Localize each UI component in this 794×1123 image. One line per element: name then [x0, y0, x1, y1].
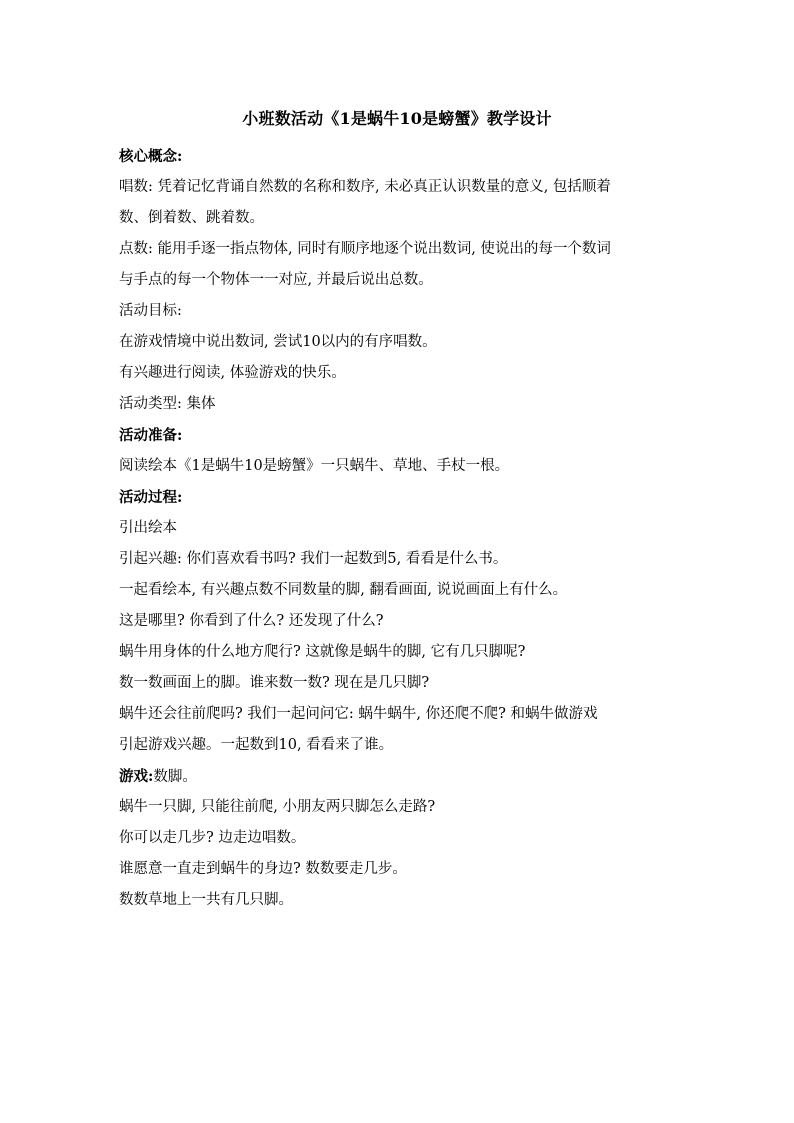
- paragraph-line: 你可以走几步? 边走边唱数。: [119, 830, 306, 846]
- paragraph-line: 这是哪里? 你看到了什么? 还发现了什么?: [119, 613, 384, 629]
- paragraph-line: 数数草地上一共有几只脚。: [119, 892, 293, 908]
- paragraph-line: 蜗牛一只脚, 只能往前爬, 小朋友两只脚怎么走路?: [119, 799, 436, 815]
- paragraph-line: 数一数画面上的脚。谁来数一数? 现在是几只脚?: [119, 675, 430, 691]
- paragraph-line: 谁愿意一直走到蜗牛的身边? 数数要走几步。: [119, 861, 407, 877]
- paragraph-line: 蜗牛还会往前爬吗? 我们一起问问它: 蜗牛蜗牛, 你还爬不爬? 和蜗牛做游戏: [119, 706, 598, 722]
- heading-activity-goals: 活动目标:: [119, 303, 182, 319]
- paragraph-line: 有兴趣进行阅读, 体验游戏的快乐。: [119, 365, 346, 381]
- paragraph-line: 阅读绘本《1是蜗牛10是螃蟹》一只蜗牛、草地、手杖一根。: [119, 458, 510, 474]
- heading-activity-process: 活动过程:: [119, 489, 183, 506]
- paragraph-line: 唱数: 凭着记忆背诵自然数的名称和数序, 未必真正认识数量的意义, 包括顺着: [119, 179, 611, 195]
- game-line: [119, 761, 679, 792]
- paragraph-line: 蜗牛用身体的什么地方爬行? 这就像是蜗牛的脚, 它有几只脚呢?: [119, 644, 526, 660]
- paragraph-line: 一起看绘本, 有兴趣点数不同数量的脚, 翻看画面, 说说画面上有什么。: [119, 582, 568, 598]
- heading-core-concept: 核心概念:: [119, 148, 183, 165]
- paragraph-line: 引起游戏兴趣。一起数到10, 看看来了谁。: [119, 737, 394, 753]
- game-title-text: 数脚。: [153, 769, 197, 785]
- paragraph-line: 活动类型: 集体: [119, 396, 216, 412]
- paragraph-line: 在游戏情境中说出数词, 尝试10以内的有序唱数。: [119, 334, 437, 350]
- paragraph-line: 引出绘本: [119, 520, 177, 536]
- document-body: [119, 141, 679, 916]
- document-title: 小班数活动《1是蜗牛10是螃蟹》教学设计: [242, 109, 552, 128]
- paragraph-line: 点数: 能用手逐一指点物体, 同时有顺序地逐个说出数词, 使说出的每一个数词: [119, 241, 611, 257]
- paragraph-line: 与手点的每一个物体一一对应, 并最后说出总数。: [119, 272, 433, 288]
- paragraph-line: 数、倒着数、跳着数。: [119, 210, 264, 226]
- heading-game: 游戏:: [119, 768, 154, 785]
- heading-activity-preparation: 活动准备:: [119, 427, 183, 444]
- paragraph-line: 引起兴趣: 你们喜欢看书吗? 我们一起数到5, 看看是什么书。: [119, 551, 508, 567]
